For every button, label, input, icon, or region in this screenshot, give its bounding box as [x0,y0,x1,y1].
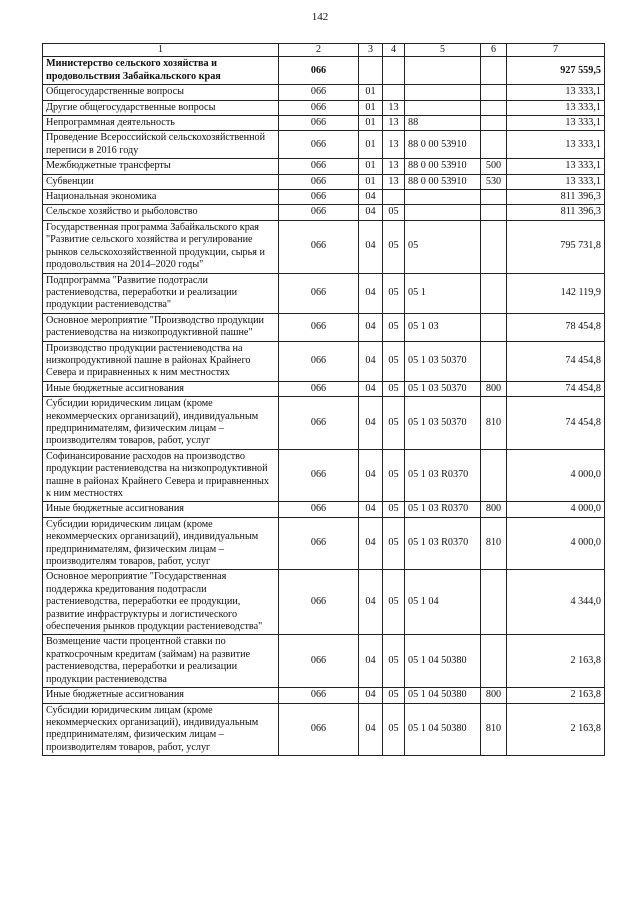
ministry-code-cell: 066 [279,116,359,131]
amount-cell: 4 344,0 [507,570,605,635]
subsection-cell: 05 [383,313,405,341]
amount-cell: 927 559,5 [507,57,605,85]
target-article-cell: 05 1 04 50380 [405,703,481,756]
ministry-code-cell: 066 [279,85,359,100]
subsection-cell: 05 [383,381,405,396]
section-cell: 04 [359,570,383,635]
ministry-code-cell: 066 [279,159,359,174]
section-cell: 04 [359,449,383,502]
section-cell: 04 [359,220,383,273]
table-row [43,449,605,502]
row-name-cell: Сельское хозяйство и рыболовство [43,205,279,220]
amount-cell: 811 396,3 [507,205,605,220]
ministry-code-cell: 066 [279,397,359,450]
expense-type-cell [481,341,507,381]
amount-cell: 13 333,1 [507,131,605,159]
expense-type-cell [481,273,507,313]
table-row [43,341,605,381]
target-article-cell [405,205,481,220]
ministry-code-cell: 066 [279,502,359,517]
target-article-cell: 05 1 03 R0370 [405,449,481,502]
ministry-code-cell: 066 [279,688,359,703]
table-row [43,703,605,756]
row-name-cell: Подпрограмма "Развитие подотрасли растениеводства, переработки и реализации продукции растениеводства" [43,273,279,313]
target-article-cell: 05 1 04 50380 [405,635,481,688]
subsection-cell: 13 [383,116,405,131]
target-article-cell: 05 1 03 R0370 [405,502,481,517]
section-cell: 01 [359,85,383,100]
amount-cell: 142 119,9 [507,273,605,313]
ministry-code-cell: 066 [279,131,359,159]
row-name-cell: Другие общегосударственные вопросы [43,100,279,115]
row-name-cell: Проведение Всероссийской сельскохозяйственной переписи в 2016 году [43,131,279,159]
amount-cell: 2 163,8 [507,703,605,756]
table-row [43,635,605,688]
target-article-cell: 88 0 00 53910 [405,174,481,189]
table-row [43,190,605,205]
subsection-cell: 05 [383,570,405,635]
row-name-cell: Основное мероприятие "Государственная поддержка кредитования подотрасли растениеводства, переработки ее продукции, развитие инфраструктуры и логистического обеспечения рынков продукции растениеводства" [43,570,279,635]
table-row [43,174,605,189]
expense-type-cell [481,449,507,502]
expense-type-cell: 800 [481,381,507,396]
target-article-cell: 05 1 04 50380 [405,688,481,703]
ministry-code-cell: 066 [279,174,359,189]
section-cell: 01 [359,131,383,159]
target-article-cell [405,85,481,100]
expense-type-cell [481,570,507,635]
ministry-code-cell: 066 [279,381,359,396]
amount-cell: 2 163,8 [507,688,605,703]
section-cell: 01 [359,159,383,174]
target-article-cell [405,100,481,115]
amount-cell: 4 000,0 [507,502,605,517]
expense-type-cell [481,116,507,131]
row-name-cell: Иные бюджетные ассигнования [43,688,279,703]
ministry-code-cell: 066 [279,190,359,205]
target-article-cell: 88 0 00 53910 [405,131,481,159]
section-cell: 04 [359,190,383,205]
subsection-cell: 05 [383,688,405,703]
subsection-cell [383,57,405,85]
target-article-cell: 05 1 03 50370 [405,381,481,396]
target-article-cell: 05 1 03 50370 [405,341,481,381]
expense-type-cell: 810 [481,397,507,450]
ministry-code-cell: 066 [279,273,359,313]
amount-cell: 811 396,3 [507,190,605,205]
row-name-cell: Субсидии юридическим лицам (кроме некоммерческих организаций), индивидуальным предпринимателям, физическим лицам – производителям товаров, работ, услуг [43,703,279,756]
column-header-1: 1 [43,44,279,57]
table-row [43,397,605,450]
table-row [43,159,605,174]
table-row [43,273,605,313]
amount-cell: 795 731,8 [507,220,605,273]
subsection-cell: 05 [383,205,405,220]
row-name-cell: Субсидии юридическим лицам (кроме некоммерческих организаций), индивидуальным предпринимателям, физическим лицам – производителям товаров, работ, услуг [43,517,279,570]
ministry-code-cell: 066 [279,100,359,115]
subsection-cell: 05 [383,502,405,517]
amount-cell: 78 454,8 [507,313,605,341]
ministry-code-cell: 066 [279,635,359,688]
expense-type-cell [481,205,507,220]
column-header-6: 6 [481,44,507,57]
expense-type-cell: 500 [481,159,507,174]
amount-cell: 13 333,1 [507,174,605,189]
subsection-cell: 13 [383,174,405,189]
section-cell: 04 [359,703,383,756]
row-name-cell: Государственная программа Забайкальского края "Развитие сельского хозяйства и регулирование рынков сельскохозяйственной продукции, сырья и продовольствия на 2014–2020 годы" [43,220,279,273]
ministry-code-cell: 066 [279,220,359,273]
section-cell: 04 [359,502,383,517]
subsection-cell: 05 [383,397,405,450]
page-number: 142 [311,11,329,23]
column-header-5: 5 [405,44,481,57]
subsection-cell: 13 [383,131,405,159]
expense-type-cell: 800 [481,502,507,517]
budget-table [42,43,605,756]
ministry-code-cell: 066 [279,517,359,570]
amount-cell: 13 333,1 [507,85,605,100]
row-name-cell: Национальная экономика [43,190,279,205]
expense-type-cell [481,85,507,100]
ministry-code-cell: 066 [279,703,359,756]
row-name-cell: Софинансирование расходов на производство продукции растениеводства на низкопродуктивной пашне в районах Крайнего Севера и приравненных к ним местностях [43,449,279,502]
section-cell: 04 [359,205,383,220]
amount-cell: 13 333,1 [507,159,605,174]
target-article-cell [405,57,481,85]
column-header-3: 3 [359,44,383,57]
section-cell: 04 [359,688,383,703]
row-name-cell: Иные бюджетные ассигнования [43,381,279,396]
amount-cell: 74 454,8 [507,341,605,381]
section-cell: 04 [359,381,383,396]
row-name-cell: Межбюджетные трансферты [43,159,279,174]
ministry-code-cell: 066 [279,341,359,381]
ministry-code-cell: 066 [279,449,359,502]
table-row [43,688,605,703]
section-cell: 04 [359,635,383,688]
target-article-cell: 05 1 03 [405,313,481,341]
target-article-cell: 05 1 03 50370 [405,397,481,450]
row-name-cell: Производство продукции растениеводства на низкопродуктивной пашне в районах Крайнего Севера и приравненных к ним местностях [43,341,279,381]
target-article-cell: 05 1 [405,273,481,313]
table-row [43,85,605,100]
expense-type-cell [481,313,507,341]
subsection-cell: 05 [383,703,405,756]
table-row [43,570,605,635]
row-name-cell: Непрограммная деятельность [43,116,279,131]
section-cell: 04 [359,273,383,313]
section-cell: 04 [359,341,383,381]
subsection-cell [383,190,405,205]
row-name-cell: Субвенции [43,174,279,189]
section-cell: 04 [359,397,383,450]
ministry-code-cell: 066 [279,570,359,635]
expense-type-cell [481,57,507,85]
row-name-cell: Возмещение части процентной ставки по краткосрочным кредитам (займам) на развитие растениеводства, переработки и реализации продукции растениеводства [43,635,279,688]
subsection-cell: 05 [383,449,405,502]
row-name-cell: Министерство сельского хозяйства и продовольствия Забайкальского края [43,57,279,85]
target-article-cell [405,190,481,205]
target-article-cell: 88 0 00 53910 [405,159,481,174]
section-cell: 01 [359,174,383,189]
amount-cell: 4 000,0 [507,517,605,570]
table-body [43,57,605,756]
section-cell [359,57,383,85]
expense-type-cell [481,190,507,205]
target-article-cell: 88 [405,116,481,131]
table-row [43,57,605,85]
table-row [43,205,605,220]
row-name-cell: Субсидии юридическим лицам (кроме некоммерческих организаций), индивидуальным предпринимателям, физическим лицам – производителям товаров, работ, услуг [43,397,279,450]
expense-type-cell [481,220,507,273]
section-cell: 04 [359,517,383,570]
expense-type-cell [481,635,507,688]
column-header-2: 2 [279,44,359,57]
target-article-cell: 05 1 04 [405,570,481,635]
table-header-row [43,44,605,57]
column-header-7: 7 [507,44,605,57]
subsection-cell: 13 [383,100,405,115]
subsection-cell: 05 [383,517,405,570]
amount-cell: 74 454,8 [507,381,605,396]
expense-type-cell [481,131,507,159]
expense-type-cell: 810 [481,517,507,570]
ministry-code-cell: 066 [279,205,359,220]
table-row [43,517,605,570]
ministry-code-cell: 066 [279,313,359,341]
subsection-cell [383,85,405,100]
expense-type-cell: 800 [481,688,507,703]
amount-cell: 13 333,1 [507,100,605,115]
row-name-cell: Иные бюджетные ассигнования [43,502,279,517]
table-row [43,313,605,341]
target-article-cell: 05 [405,220,481,273]
expense-type-cell [481,100,507,115]
amount-cell: 2 163,8 [507,635,605,688]
section-cell: 01 [359,116,383,131]
subsection-cell: 13 [383,159,405,174]
subsection-cell: 05 [383,341,405,381]
subsection-cell: 05 [383,220,405,273]
table-row [43,381,605,396]
amount-cell: 4 000,0 [507,449,605,502]
expense-type-cell: 810 [481,703,507,756]
ministry-code-cell: 066 [279,57,359,85]
row-name-cell: Основное мероприятие "Производство продукции растениеводства на низкопродуктивной пашне" [43,313,279,341]
column-header-4: 4 [383,44,405,57]
table-row [43,100,605,115]
expense-type-cell: 530 [481,174,507,189]
amount-cell: 13 333,1 [507,116,605,131]
subsection-cell: 05 [383,635,405,688]
section-cell: 01 [359,100,383,115]
table-row [43,220,605,273]
subsection-cell: 05 [383,273,405,313]
target-article-cell: 05 1 03 R0370 [405,517,481,570]
table-row [43,502,605,517]
table-row [43,116,605,131]
amount-cell: 74 454,8 [507,397,605,450]
section-cell: 04 [359,313,383,341]
table-row [43,131,605,159]
row-name-cell: Общегосударственные вопросы [43,85,279,100]
